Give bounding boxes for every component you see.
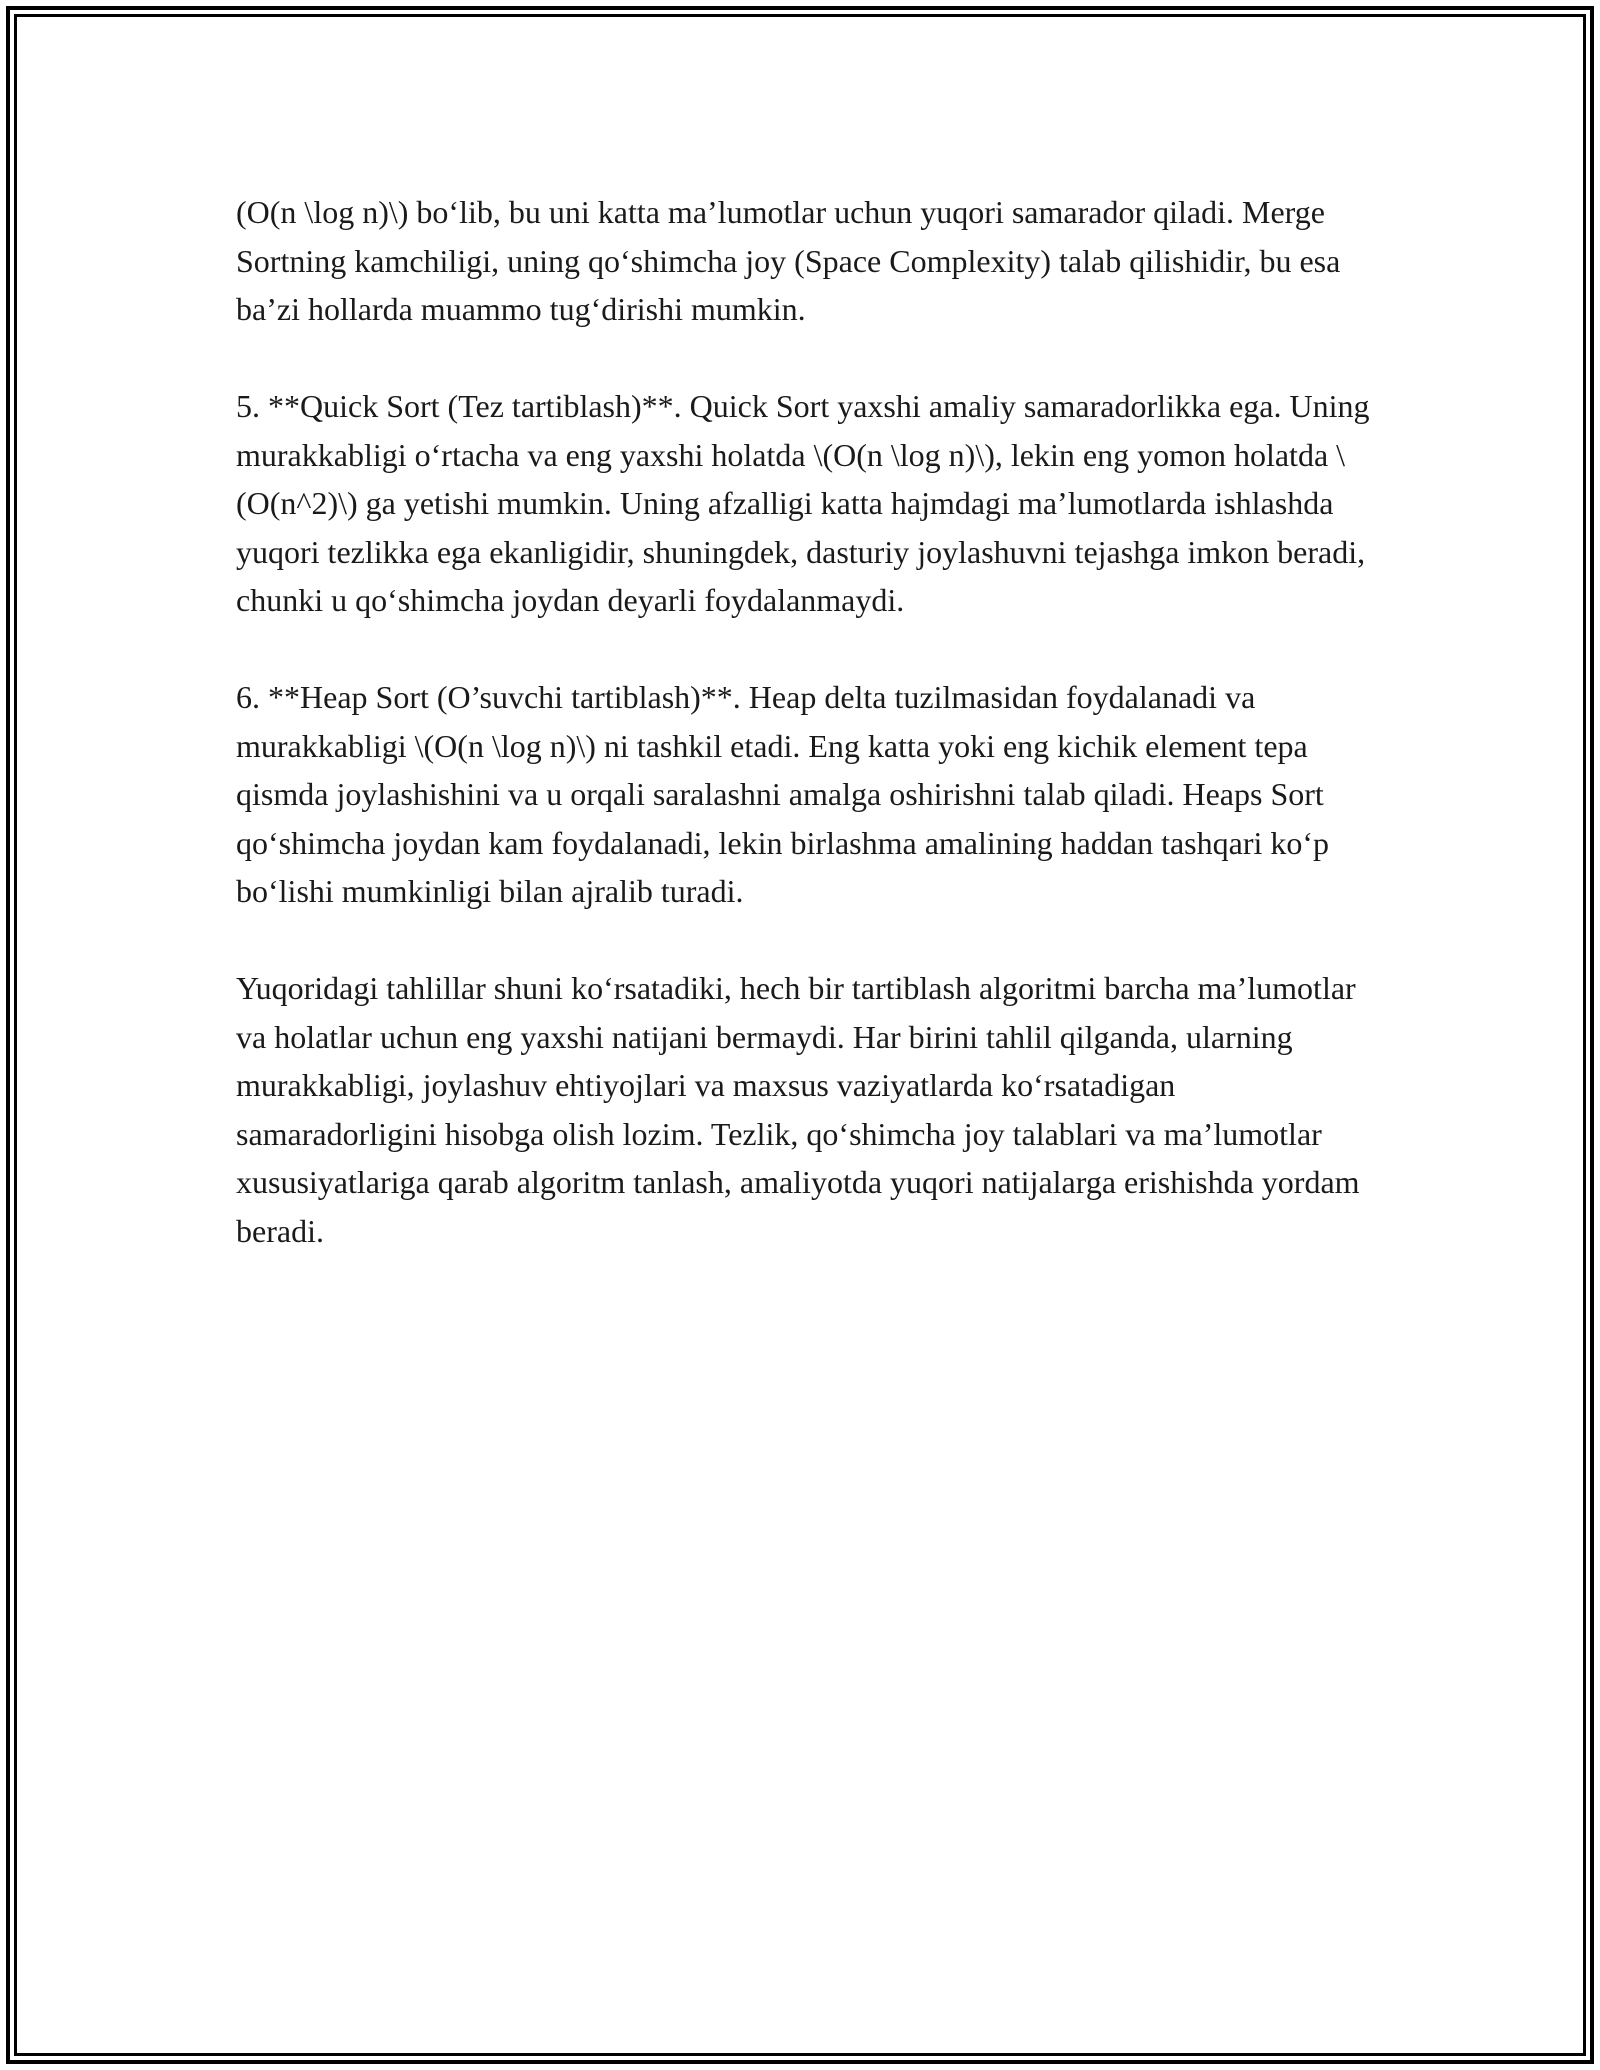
paragraph-conclusion: Yuqoridagi tahlillar shuni ko‘rsatadiki, hech bir tartiblash algoritmi barcha ma’lumotlar va holatlar uchun eng yaxshi natijani bermaydi. Har birini tahlil qilganda, ularning murakkabligi, joylashuv ehtiyojlari va maxsus vaziyatlarda ko‘rsatadigan samaradorligini hisobga olish lozim. Tezlik, qo‘shimcha joy talablari va ma’lumotlar xususiyatlariga qarab algoritm tanlash, amaliyotda yuqori natijalarga erishishda yordam beradi. xyxy=(236,970,1360,1249)
paragraph-merge-sort-continuation: (O(n \log n)\) bo‘lib, bu uni katta ma’lumotlar uchun yuqori samarador qiladi. Merge Sortning kamchiligi, uning qo‘shimcha joy (Space Complexity) talab qilishidir, bu esa ba’zi hollarda muammo tug‘dirishi mumkin. xyxy=(236,194,1341,327)
paragraph-quick-sort: 5. **Quick Sort (Tez tartiblash)**. Quick Sort yaxshi amaliy samaradorlikka ega. Uning murakkabligi o‘rtacha va eng yaxshi holatda \(O(n \log n)\), lekin eng yomon holatda \(O(n^2)\) ga yetishi mumkin. Uning afzalligi katta hajmdagi ma’lumotlarda ishlashda yuqori tezlikka ega ekanligidir, shuningdek, dasturiy joylashuvni tejashga imkon beradi, chunki u qo‘shimcha joydan deyarli foydalanmaydi. xyxy=(236,388,1370,618)
document-body xyxy=(236,188,1376,1255)
paragraph-heap-sort: 6. **Heap Sort (O’suvchi tartiblash)**. Heap delta tuzilmasidan foydalanadi va murakkabligi \(O(n \log n)\) ni tashkil etadi. Eng katta yoki eng kichik element tepa qismda joylashishini va u orqali saralashni amalga oshirishni talab qiladi. Heaps Sort qo‘shimcha joydan kam foydalanadi, lekin birlashma amalining haddan tashqari ko‘p bo‘lishi mumkinligi bilan ajralib turadi. xyxy=(236,679,1330,909)
